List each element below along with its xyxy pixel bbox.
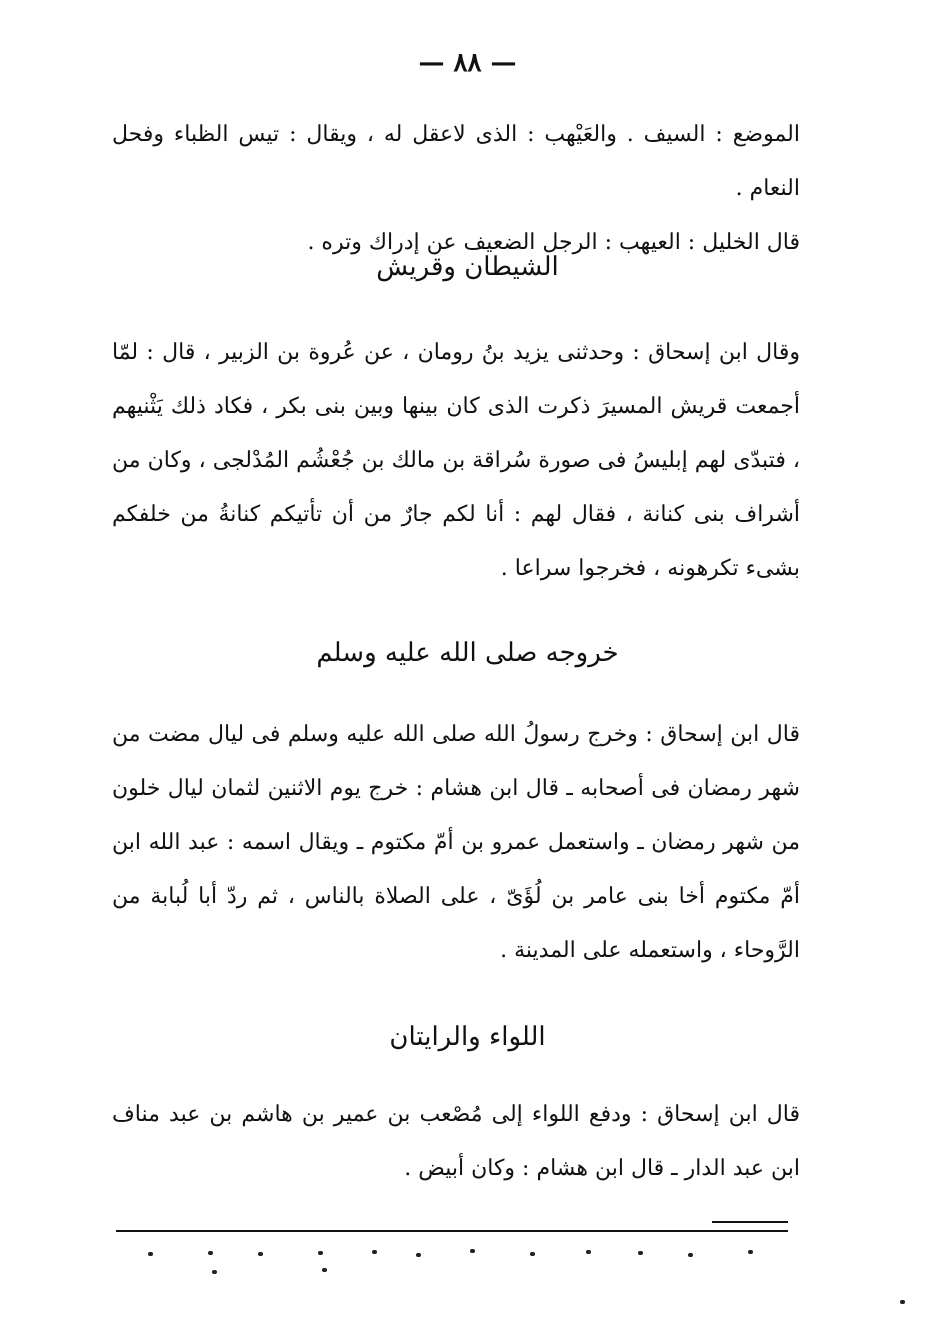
scan-speck [530, 1252, 535, 1256]
section-body [112, 1088, 800, 1196]
opening-paragraphs [112, 108, 800, 270]
scan-speck [748, 1250, 753, 1254]
scan-speck [688, 1253, 693, 1257]
paragraph: وقال ابن إسحاق : وحدثنى يزيد بنُ رومان ، عن عُروة بن الزبير ، قال : لمّا أجمعت قريش المسيرَ ذكرت الذى كان بينها وبين بنى بكر ، فكاد ذلك يَثْنيهم ، فتبدّى لهم إبليسُ فى صورة سُراقة بن مالك بن جُعْشُم المُدْلجى ، وكان من أشراف بنى كنانة ، فقال لهم : أنا لكم جارٌ من أن تأتيكم كنانةُ من خلفكم بشىء تكرهونه ، فخرجوا سراعا . [112, 340, 800, 581]
scan-speck [318, 1251, 323, 1255]
footnote-rule-short [712, 1221, 788, 1223]
scan-speck [372, 1250, 377, 1254]
section-body [112, 326, 800, 596]
footnote-rule [116, 1230, 788, 1232]
scan-speck [322, 1268, 327, 1272]
page-number: — ٨٨ — [418, 48, 517, 78]
paragraph: قال الخليل : العيهب : الرجل الضعيف عن إدراك وتره . [307, 230, 800, 255]
scan-speck [470, 1249, 475, 1253]
scan-speck [212, 1270, 217, 1274]
scan-speck [208, 1251, 213, 1255]
paragraph: قال ابن إسحاق : ودفع اللواء إلى مُصْعب بن عمير بن هاشم بن عبد مناف ابن عبد الدار ـ قال ابن هشام : وكان أبيض . [112, 1102, 800, 1181]
scan-speck [900, 1300, 905, 1304]
section-heading: الشيطان وقريش [376, 252, 559, 282]
scan-speck [416, 1253, 421, 1257]
section-heading: خروجه صلى الله عليه وسلم [316, 638, 619, 668]
scan-speck [586, 1250, 591, 1254]
scan-speck [148, 1252, 153, 1256]
section-heading: اللواء والرايتان [389, 1022, 546, 1052]
paragraph: الموضع : السيف . والعَيْهب : الذى لاعقل له ، ويقال : تيس الظباء وفحل النعام . [112, 122, 800, 201]
scan-speck [258, 1252, 263, 1256]
paragraph: قال ابن إسحاق : وخرج رسولُ الله صلى الله عليه وسلم فى ليال مضت من شهر رمضان فى أصحابه ـ قال ابن هشام : خرج يوم الاثنين لثمان ليال خلون من شهر رمضان ـ واستعمل عمرو بن أمّ مكتوم ـ ويقال اسمه : عبد الله ابن أمّ مكتوم أخا بنى عامر بن لُؤَىّ ، على الصلاة بالناس ، ثم ردّ أبا لُبابة من الرَّوحاء ، واستعمله على المدينة . [112, 722, 800, 963]
scan-speck [638, 1251, 643, 1255]
section-body [112, 708, 800, 978]
